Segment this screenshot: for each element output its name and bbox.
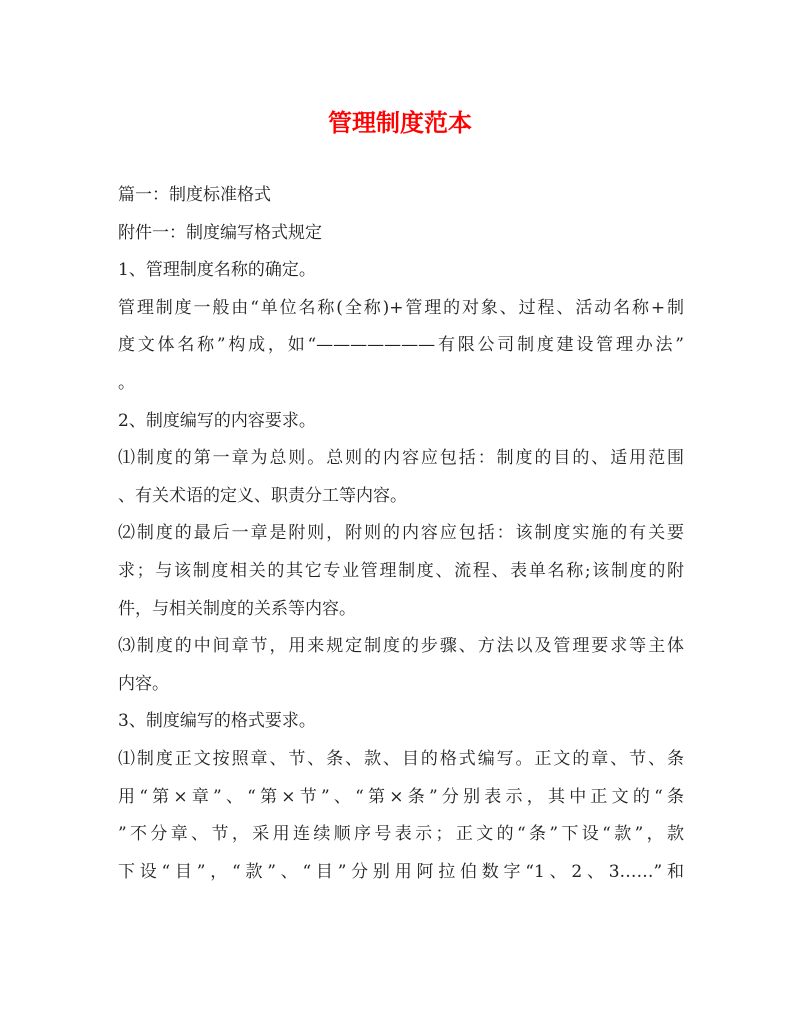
paragraph-line: 求；与该制度相关的其它专业管理制度、流程、表单名称;该制度的附: [118, 560, 684, 581]
paragraph-line: ⑴制度的第一章为总则。总则的内容应包括：制度的目的、适用范围: [118, 448, 684, 469]
attachment-heading: 附件一：制度编写格式规定: [118, 222, 322, 243]
paragraph-line: ⑶制度的中间章节，用来规定制度的步骤、方法以及管理要求等主体: [118, 636, 684, 657]
paragraph-line: 。: [118, 372, 135, 393]
paragraph-line: ⑴制度正文按照章、节、条、款、目的格式编写。正文的章、节、条: [118, 748, 684, 769]
paragraph-line: 内容。: [118, 673, 169, 694]
document-body: [118, 177, 684, 891]
section-heading: 篇一：制度标准格式: [118, 185, 271, 205]
paragraph-line: 件，与相关制度的关系等内容。: [118, 598, 356, 619]
document-title: 管理制度范本: [328, 108, 472, 137]
item-heading: 3、制度编写的格式要求。: [118, 711, 316, 732]
paragraph-line: 下设“目”，“款”、“目”分别用阿拉伯数字“1、2、3……”和: [118, 861, 684, 882]
paragraph-line: 管理制度一般由“单位名称(全称)+管理的对象、过程、活动名称+制: [118, 297, 684, 318]
paragraph-line: 、有关术语的定义、职责分工等内容。: [118, 485, 407, 506]
paragraph-line: 用“第×章”、“第×节”、“第×条”分别表示，其中正文的“条: [118, 786, 684, 807]
item-heading: 1、管理制度名称的确定。: [118, 260, 316, 281]
paragraph-line: 度文体名称”构成，如“———————有限公司制度建设管理办法”: [118, 335, 684, 356]
paragraph-line: ⑵制度的最后一章是附则，附则的内容应包括：该制度实施的有关要: [118, 523, 684, 544]
paragraph-line: ”不分章、节，采用连续顺序号表示；正文的“条”下设“款”，款: [118, 824, 684, 845]
item-heading: 2、制度编写的内容要求。: [118, 410, 316, 431]
